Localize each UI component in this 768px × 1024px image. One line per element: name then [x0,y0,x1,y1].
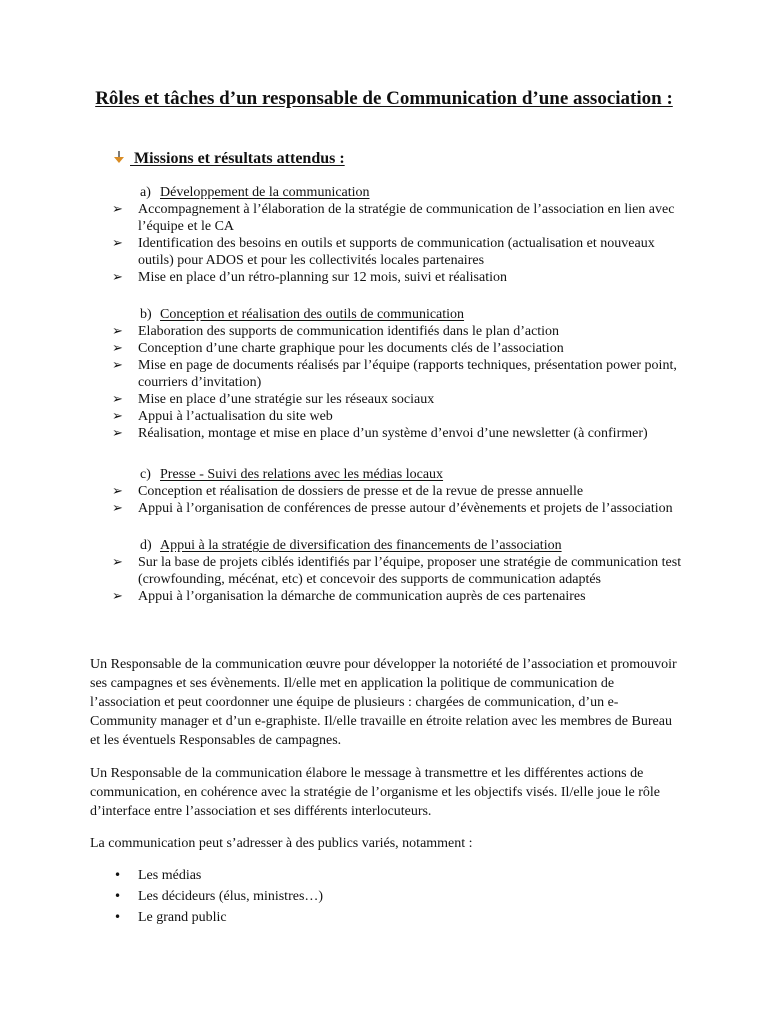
list-item: • Le grand public [112,907,612,928]
list-item: ➢ Mise en page de documents réalisés par l’équipe (rapports techniques, présentation power point, courriers d’invitation) [112,358,677,390]
section-heading [112,306,682,323]
arrow-bullet-icon: ➢ [112,484,123,499]
missions-heading-text: Missions et résultats attendus : [134,150,345,167]
section-heading-text: Conception et réalisation des outils de communication [160,307,465,322]
list-item: ➢ Sur la base de projets ciblés identifiés par l’équipe, proposer une stratégie de communication test (crowfounding, mécénat, etc) et concevoir des supports de communication adaptés [112,555,682,587]
arrow-bullet-icon: ➢ [112,202,123,217]
section-heading [112,537,682,554]
section-b [112,306,682,442]
list-item: ➢ Identification des besoins en outils et supports de communication (actualisation et nouveaux outils) pour ADOS et pour les collectivités locales partenaires [112,236,655,268]
list-item: ➢ Appui à l’organisation la démarche de communication auprès de ces partenaires [112,589,586,604]
bullet-dot-icon: • [114,889,122,903]
arrow-bullet-icon: ➢ [112,426,123,441]
paragraph-role: Un Responsable de la communication œuvre pour développer la notoriété de l’association et promouvoir ses campagnes et ses évènements. Il/elle met en application la politique de communication de l’association et peut coordonner une équipe de plusieurs : chargées de communication, d’un e-Community manager et d’un e-graphiste. Il/elle travaille en étroite relation avec les membres de Bureau et les éventuels Responsables de campagnes. [90,657,677,748]
section-c [112,466,682,517]
list-item: • Les médias [112,865,612,886]
arrow-bullet-icon: ➢ [112,236,123,251]
list-item: ➢ Mise en place d’une stratégie sur les réseaux sociaux [112,392,435,407]
section-heading-text: Développement de la communication [160,185,370,200]
arrow-bullet-icon: ➢ [112,589,123,604]
arrow-bullet-icon: ➢ [112,392,123,407]
paragraph-publics: La communication peut s’adresser à des publics variés, notamment : [90,836,473,851]
arrow-bullet-icon: ➢ [112,555,123,570]
list-item: ➢ Réalisation, montage et mise en place d’un système d’envoi d’une newsletter (à confirmer) [112,426,648,441]
missions-heading [112,150,345,168]
list-item: ➢ Appui à l’organisation de conférences de presse autour d’évènements et projets de l’association [112,501,673,516]
section-heading [112,184,682,201]
arrow-bullet-icon: ➢ [112,324,123,339]
paragraph-message: Un Responsable de la communication élabore le message à transmettre et les différentes actions de communication, en cohérence avec la stratégie de l’organisme et les objectifs visés. Il/elle joue le rôle d’interface entre l’association et ses différents interlocuteurs. [90,766,661,819]
list-item: ➢ Elaboration des supports de communication identifiés dans le plan d’action [112,324,560,339]
list-item: ➢ Mise en place d’un rétro-planning sur 12 mois, suivi et réalisation [112,270,507,285]
bullet-dot-icon: • [114,910,122,924]
section-a [112,184,682,286]
section-marker: b) [140,307,152,322]
arrow-bullet-icon: ➢ [112,501,123,516]
list-item: ➢ Accompagnement à l’élaboration de la stratégie de communication de l’association en lien avec l’équipe et le CA [112,202,675,234]
publics-list [112,865,612,928]
page-title: Rôles et tâches d’un responsable de Communication d’une association : [95,88,673,109]
arrow-bullet-icon: ➢ [112,409,123,424]
section-heading-text: Presse - Suivi des relations avec les médias locaux [160,467,444,482]
arrow-down-bullet-icon [112,150,130,164]
bullet-dot-icon: • [114,868,122,882]
list-item: ➢ Appui à l’actualisation du site web [112,409,333,424]
arrow-bullet-icon: ➢ [112,341,123,356]
section-marker: c) [140,467,151,482]
section-heading-text: Appui à la stratégie de diversification des financements de l’association [160,538,562,553]
section-marker: d) [140,538,152,553]
section-marker: a) [140,185,151,200]
list-item: ➢ Conception et réalisation de dossiers de presse et de la revue de presse annuelle [112,484,584,499]
section-heading [112,466,682,483]
section-d [112,537,682,605]
arrow-bullet-icon: ➢ [112,358,123,373]
arrow-bullet-icon: ➢ [112,270,123,285]
list-item: ➢ Conception d’une charte graphique pour les documents clés de l’association [112,341,564,356]
list-item: • Les décideurs (élus, ministres…) [112,886,612,907]
